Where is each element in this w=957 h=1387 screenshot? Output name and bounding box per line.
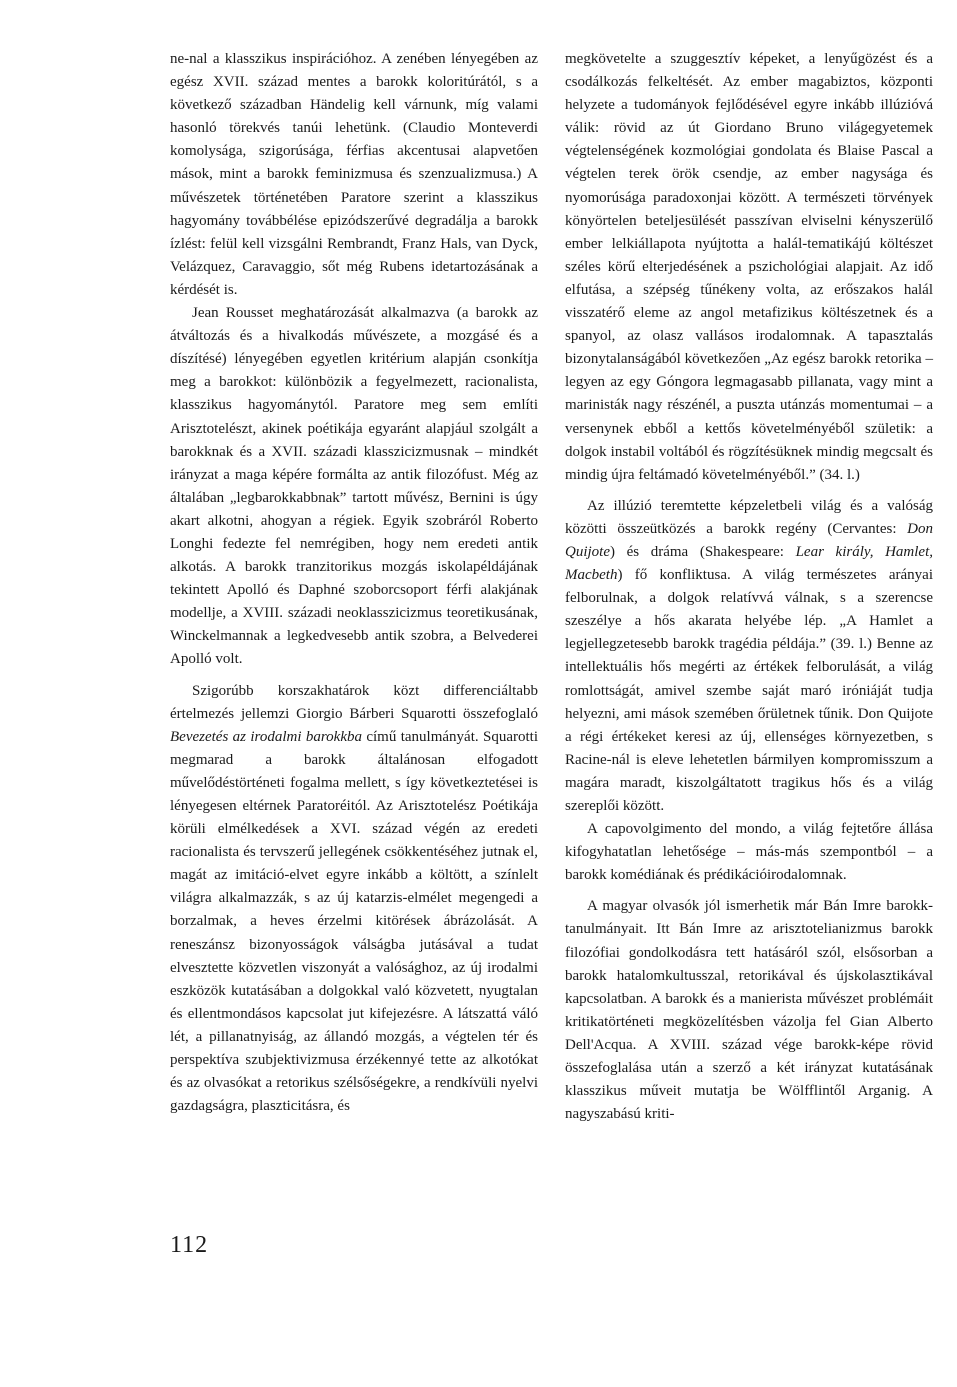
text-run: ) fő konfliktusa. A világ természetes arányai felborulnak, a dolgok relatívvá válnak, s a szerencse szeszélye a hős akarata helyébe lép. „A Hamlet a legjellegzetesebb barokk tragédia példája.” (39. l.) Benne az intellektuális hős megérti az értékek felborulását, a világ romlottságát, amivel szembe saját maró iróniáját tudja helyezni, ami mások szemében őrületnek tűnik. Don Quijote a régi értékeket keresi az új, ellenséges környezetben, s Racine-nál is eleve lehetetlen bármilyen kompromisszum a magára maradt, kiszolgáltatott tragikus hős és a világ szereplői között. [565, 567, 933, 814]
paragraph: Jean Rousset meghatározását alkalmazva (a barokk az átváltozás és a hivalkodás művészete, a mozgásé és a díszítésé) lényegében egyetlen kritérium alapján csonkítja meg a barokkot: különbözik a fegyelmezett, racionalista, klasszikus hagyománytól. Paratore meg sem említi Arisztotelészt, akinek poétikája egyaránt alapjául szolgált a barokknak és a XVII. századi klasszicizmusnak – mindkét irányzat a maga képére formálta az antik filozófust. Még az általában „legbarokkabbnak” tartott művész, Bernini is úgy akart alkotni, ahogyan a régiek. Egyik szobráról Roberto Longhi fedezte fel nemrégiben, hogy nem eredeti antik alkotás. A barokk tranzitorikus mozgás iskolapéldájának tekintett Apolló és Daphné szoborcsoport férfi alakjának modellje, a XVIII. századi neoklasszicizmus teoretikusának, Winckelmannak a legkedvesebb antik szobra, a Belvederei Apolló volt. [170, 305, 538, 668]
right-column [565, 48, 933, 1126]
text-run: Az illúzió teremtette képzeletbeli világ és a valóság közötti összeütközés a barokk regény (Cervantes: [565, 497, 933, 537]
text-run: című tanulmányát. Squarotti megmarad a barokk általánosan elfogadott művelődéstörténeti fogalma mellett, s így következtetései is lényegesen eltérnek Paratoréitól. Az Arisztotelész Poétikája körüli elmélkedések a XVI. század végén az eredeti racionalista és tervszerű jellegének csökkentéséhez jutnak el, magát az imitáció-elvet egyre inkább a költött, a színlelt világra alkalmazzák, s az új katarzis-elmélet megengedi a borzalmak, a heves érzelmi kitörések ábrázolását. A reneszánsz bizonyosságok válságba jutásával a tudat elvesztette közvetlen viszonyát a valósághoz, az új irodalmi eszközök kutatásában a dolgokkal való közvetett, nyugtalan és ellentmondásos kapcsolat jut kifejezésre. A látszattá váló lét, a pillanatnyiság, az állandó mozgás, a végtelen tér és perspektíva szubjektivizmusa érzékennyé tette az alkotókat és az olvasókat a retorikus szélsőségekre, a rendkívüli nyelvi gazdagságra, plaszticitásra, és [170, 728, 539, 1115]
left-column [170, 48, 538, 1118]
page-number: 112 [170, 1232, 209, 1258]
book-title: Don Quijote [565, 520, 933, 560]
book-title: Lear király, Hamlet, Macbeth [565, 543, 933, 584]
paragraph: A magyar olvasók jól ismerhetik már Bán Imre barokk-tanulmányait. Itt Bán Imre az arisztotelianizmus barokk filozófiai gondolkodásra tett hatásáról szól, elsősorban a barokk hatalomkultusszal, retorikával és újskolasztikával kapcsolatban. A barokk és a manierista művészet problémáit kritikatörténeti megközelítésben vázolja fel Gian Alberto Dell'Acqua. A XVIII. század vége barokk-képe rövid összefoglalása után a szerző a két irányzat kutatásának klasszikus műveit mutatja be Wölfflintől Arganig. A nagyszabású kriti- [565, 898, 933, 1123]
paragraph [170, 680, 538, 1119]
book-title: Bevezetés az irodalmi barokkba [170, 728, 362, 745]
text-run: ) és dráma (Shakespeare: [610, 543, 796, 560]
paragraph: A capovolgimento del mondo, a világ fejtetőre állása kifogyhatatlan lehetősége – más-más szempontból – a barokk komédiának és prédikációirodalomnak. [565, 821, 933, 884]
paragraph: ne-nal a klasszikus inspirációhoz. A zenében lényegében az egész XVII. század mentes a barokk koloritúrától, s a következő században Händelig kell várnunk, míg valami hasonló törekvés tanúi lehetünk. (Claudio Monteverdi komolysága, szigorúsága, férfias akcentusai alapvetően mások, mint a barokk feminizmusa és szenzualizmusa.) A művészetek történetében Paratore szerint a klasszikus hagyomány továbbélése epizódszerűvé degradálja a barokk ízlést: felül kell vizsgálni Rembrandt, Franz Hals, van Dyck, Velázquez, Caravaggio, sőt még Rubens idetartozásának a kérdését is. [170, 51, 538, 298]
paragraph [565, 495, 933, 818]
text-run: Szigorúbb korszakhatárok közt differenciáltabb értelmezés jellemzi Giorgio Bárberi Squarotti összefoglaló [170, 682, 538, 722]
paragraph: megkövetelte a szuggesztív képeket, a lenyűgözést és a csodálkozás felkeltését. Az ember magabiztos, központi helyzete a tudományok fejlődésével egyre inkább illúzióvá válik: rövid az út Giordano Bruno világegyetemek végtelenségének kozmológiai gondolata és Blaise Pascal a végtelen terek örök csendje, az ember nagysága és nyomorúsága paradoxonjai között. A természeti törvények könyörtelen beteljesülését passzívan elviselni kényszerülő ember lelkiállapota nyújtotta a halál-tematikájú költészet széles körű elterjedésének a pszichológiai alapjait. Az idő elfutása, a szépség tűnékeny volta, az erőszakos halál visszatérő eleme az angol metafizikus költészetnek és a spanyol, az olasz vallásos irodalomnak. A tapasztalás bizonytalanságából következően „Az egész barokk retorika – legyen az egy Góngora legmagasabb pillanata, vagy mint a marinisták nagy részénél, a puszta utánzás momentumai – a versenynek ebből a kettős követelményéből születik: a dolgok instabil voltából és rögzítésüknek mindig megcsalt és mindig újra feltámadó követelményéből.” (34. l.) [565, 51, 933, 483]
